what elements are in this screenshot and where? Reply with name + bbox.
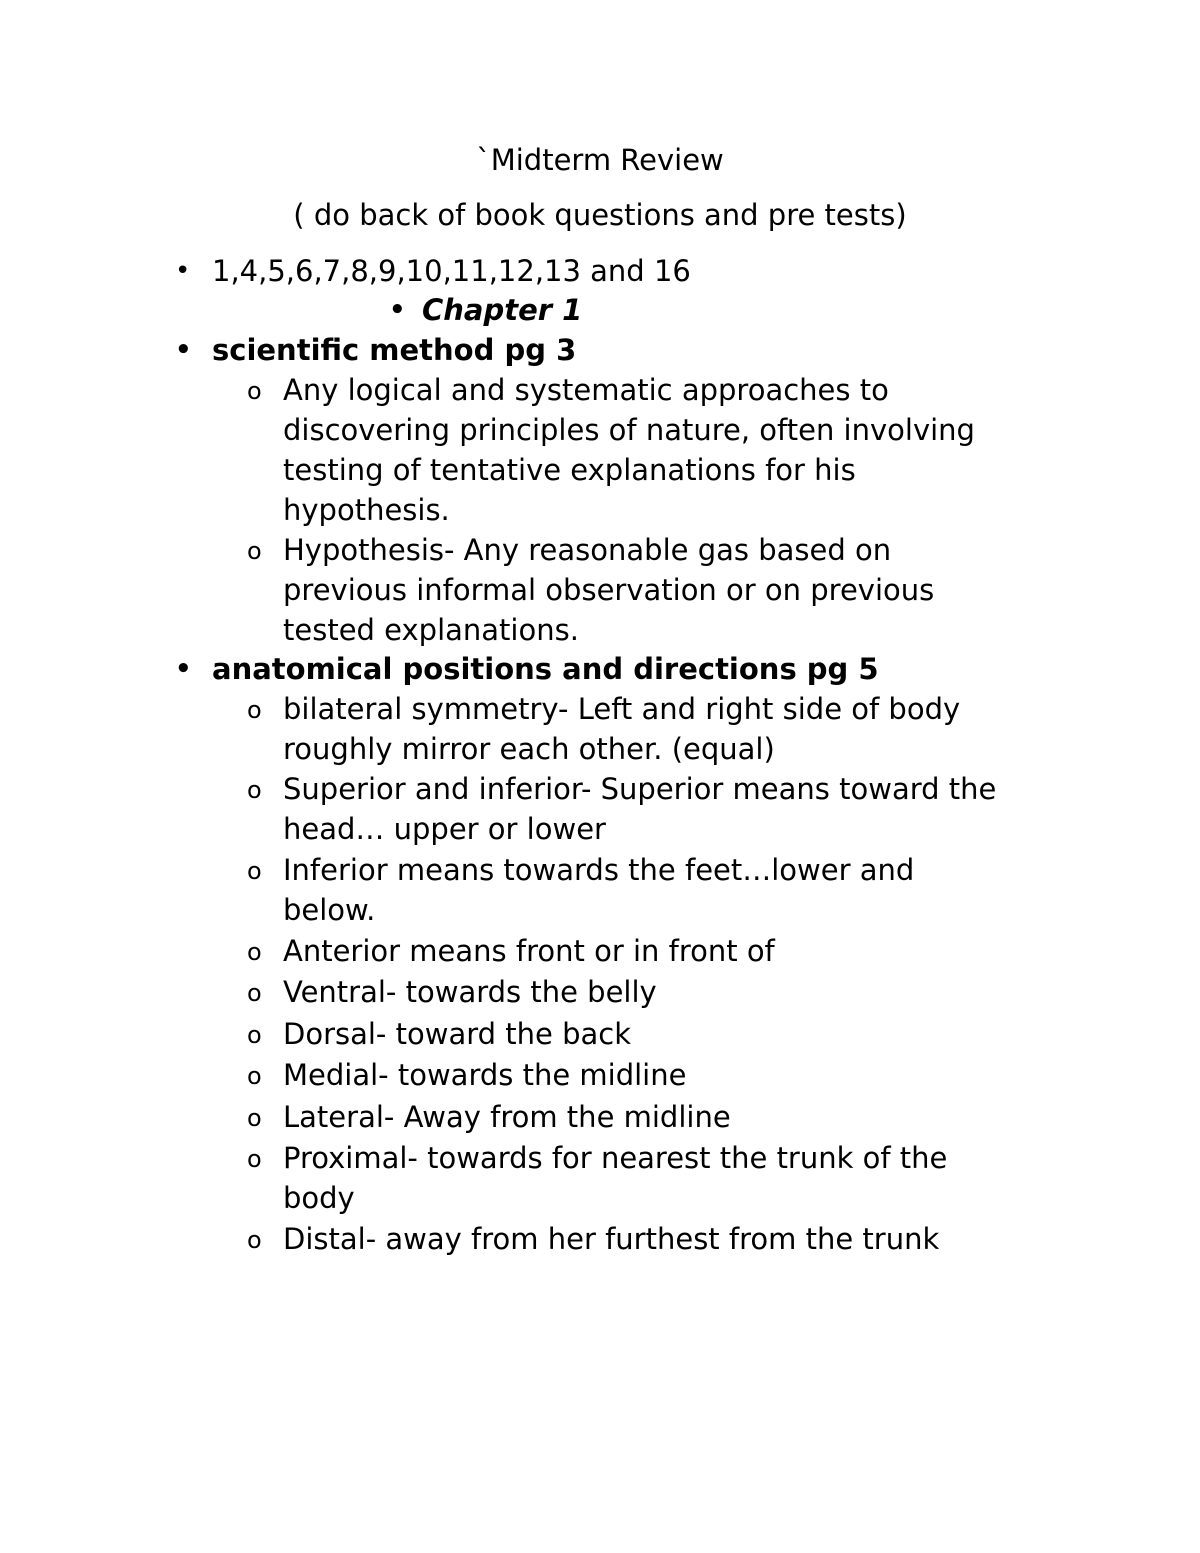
sub-bullet-marker: o	[247, 1104, 262, 1132]
bullet-marker: •	[389, 295, 406, 325]
list-item	[247, 769, 1047, 849]
list-item-text: Lateral- Away from the midline	[283, 1100, 731, 1134]
list-item	[247, 931, 1047, 971]
list-item	[247, 689, 1047, 769]
list-item-text: Anterior means front or in front of	[283, 934, 775, 968]
sub-bullet-marker: o	[247, 1062, 262, 1090]
list-item	[247, 1097, 1047, 1137]
chapter-title: Chapter 1	[422, 293, 583, 327]
list-item-text: Distal- away from her furthest from the trunk	[283, 1222, 940, 1256]
list-item-text: Hypothesis- Any reasonable gas based on previous informal observation or on previous tested explanations.	[283, 533, 935, 647]
sub-bullet-marker: o	[247, 537, 262, 565]
bullet-marker: •	[175, 654, 192, 684]
list-item-text: Inferior means towards the feet…lower and below.	[283, 853, 915, 927]
bullet-marker: •	[175, 335, 192, 365]
list-item	[247, 1219, 1047, 1259]
list-item-text: Superior and inferior- Superior means toward the head… upper or lower	[283, 772, 997, 846]
list-item	[247, 1055, 1047, 1095]
list-item-text: Medial- towards the midline	[283, 1058, 687, 1092]
list-item	[247, 370, 1047, 530]
sub-bullet-marker: o	[247, 857, 262, 885]
questions-text: 1,4,5,6,7,8,9,10,11,12,13 and 16	[212, 254, 691, 288]
bullet-marker: •	[175, 256, 191, 286]
list-item-text: Dorsal- toward the back	[283, 1017, 631, 1051]
list-item	[247, 972, 1047, 1012]
sub-bullet-marker: o	[247, 938, 262, 966]
list-item	[247, 850, 1047, 930]
list-item-text: Any logical and systematic approaches to discovering principles of nature, often involving testing of tentative explanations for his hypothesis.	[283, 373, 975, 527]
list-item-text: bilateral symmetry- Left and right side of body roughly mirror each other. (equal)	[283, 692, 961, 766]
sub-bullet-marker: o	[247, 377, 262, 405]
list-item	[247, 1014, 1047, 1054]
page-subtitle: ( do back of book questions and pre tests)	[293, 198, 907, 232]
list-item-text: Proximal- towards for nearest the trunk of the body	[283, 1141, 948, 1215]
list-item	[247, 530, 1047, 650]
sub-bullet-marker: o	[247, 1021, 262, 1049]
list-item-text: Ventral- towards the belly	[283, 975, 657, 1009]
list-item	[247, 1138, 1047, 1218]
page-title: `Midterm Review	[476, 143, 724, 177]
sub-bullet-marker: o	[247, 1226, 262, 1254]
sub-bullet-marker: o	[247, 776, 262, 804]
sub-bullet-marker: o	[247, 696, 262, 724]
sub-bullet-marker: o	[247, 979, 262, 1007]
section-heading-text: anatomical positions and directions pg 5	[212, 652, 879, 686]
sub-bullet-marker: o	[247, 1145, 262, 1173]
section-heading-text: scientific method pg 3	[212, 333, 577, 367]
